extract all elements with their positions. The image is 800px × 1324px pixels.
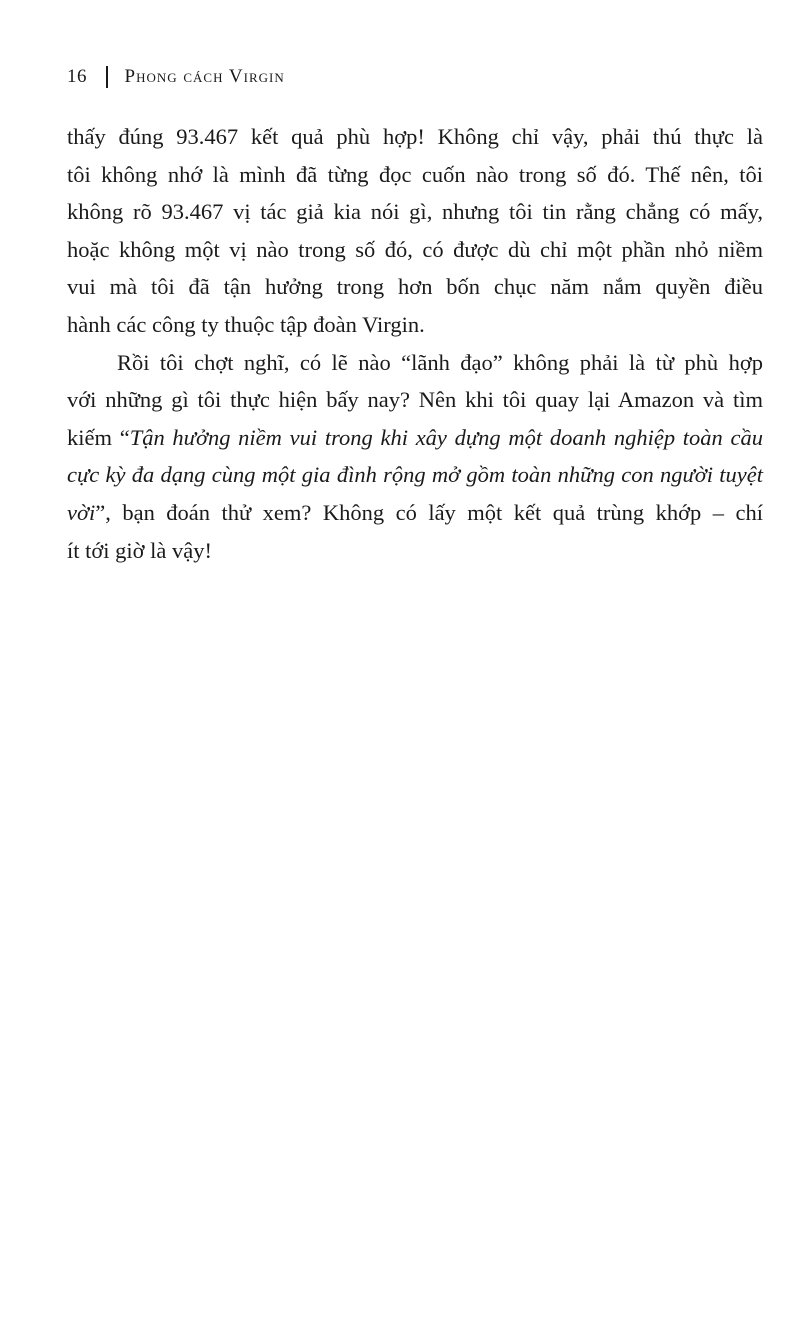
text-line: [67, 494, 763, 532]
text-line: [67, 456, 763, 494]
text-line: [67, 344, 763, 382]
running-header: [67, 66, 285, 88]
text-segment: với những gì tôi thực hiện bấy nay? Nên khi tôi quay lại Amazon và tìm: [67, 387, 763, 413]
italic-text: cực kỳ đa dạng cùng một gia đình rộng mở gồm toàn những con người tuyệt: [67, 462, 763, 488]
text-segment: hành các công ty thuộc tập đoàn Virgin.: [67, 311, 425, 337]
text-line: [67, 381, 763, 419]
body-text: [67, 118, 763, 569]
text-segment: ít tới giờ là vậy!: [67, 537, 213, 563]
text-segment: Rồi tôi chợt nghĩ, có lẽ nào “lãnh đạo” không phải là từ phù hợp: [117, 349, 763, 375]
paragraph: [67, 118, 763, 344]
text-line: [67, 156, 763, 194]
page-number: 16: [67, 66, 87, 87]
text-segment: thấy đúng 93.467 kết quả phù hợp! Không chỉ vậy, phải thú thực là: [67, 124, 763, 149]
text-line: [67, 306, 763, 344]
italic-text: vời: [67, 499, 96, 525]
text-segment: không rõ 93.467 vị tác giả kia nói gì, nhưng tôi tin rằng chẳng có mấy,: [67, 199, 763, 225]
paragraph: [67, 344, 763, 570]
text-line: [67, 231, 763, 269]
text-segment: vui mà tôi đã tận hưởng trong hơn bốn chục năm nắm quyền điều: [67, 274, 763, 300]
text-segment: tôi không nhớ là mình đã từng đọc cuốn nào trong số đó. Thế nên, tôi: [67, 161, 763, 187]
header-divider: [106, 66, 108, 88]
text-segment: ”, bạn đoán thử xem? Không có lấy một kết quả trùng khớp – chí: [95, 499, 763, 525]
text-segment: kiếm “: [67, 424, 130, 450]
italic-text: Tận hưởng niềm vui trong khi xây dựng một doanh nghiệp toàn cầu: [129, 424, 763, 450]
text-line: [67, 193, 763, 231]
text-line: [67, 118, 763, 156]
text-line: [67, 532, 763, 570]
text-segment: hoặc không một vị nào trong số đó, có được dù chỉ một phần nhỏ niềm: [67, 236, 763, 262]
running-title: Phong cách Virgin: [124, 66, 285, 87]
text-line: [67, 268, 763, 306]
text-line: [67, 419, 763, 457]
